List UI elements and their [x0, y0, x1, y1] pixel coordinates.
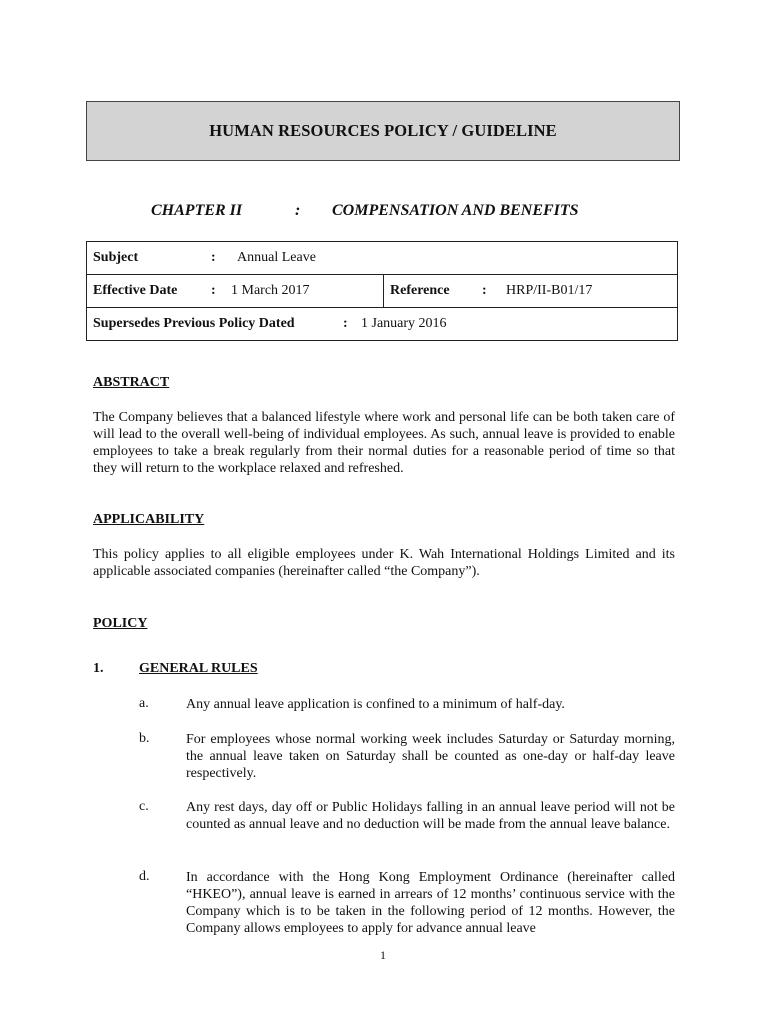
supersedes-cell: [87, 308, 678, 341]
subject-row: [87, 242, 678, 275]
effective-date-label: Effective Date: [93, 283, 178, 298]
chapter-name: COMPENSATION AND BENEFITS: [332, 202, 579, 219]
item-b-letter: b.: [139, 731, 150, 746]
policy-heading: POLICY: [93, 616, 148, 631]
item-c-letter: c.: [139, 799, 149, 814]
subject-label: Subject: [93, 250, 139, 265]
item-a-text: Any annual leave application is confined to a minimum of half-day.: [186, 697, 565, 712]
supersedes-value: 1 January 2016: [361, 316, 447, 331]
reference-label: Reference: [390, 283, 450, 298]
reference-colon: :: [482, 283, 487, 298]
effective-reference-row: [87, 275, 678, 308]
item-d-text: In accordance with the Hong Kong Employment Ordinance (hereinafter called “HKEO”), annual leave is earned in arrears of 12 months’ continuous service with the Company which is to be taken in the following period of 12 months. However, the Company allows employees to apply for advance annual leave: [186, 870, 675, 936]
subject-colon: :: [211, 250, 216, 265]
abstract-heading: ABSTRACT: [93, 375, 170, 390]
reference-value: HRP/II-B01/17: [506, 283, 593, 298]
abstract-text: The Company believes that a balanced lifestyle where work and personal life can be both taken care of will lead to the overall well-being of individual employees. As such, annual leave is provided to enable employees to take a break regularly from their normal duties for a reasonable period of time so that they will return to the workplace relaxed and refreshed.: [93, 410, 675, 476]
section-number: 1.: [93, 661, 104, 676]
item-a-letter: a.: [139, 696, 149, 711]
applicability-text: This policy applies to all eligible employees under K. Wah International Holdings Limited and its applicable associated companies (hereinafter called “the Company”).: [93, 547, 675, 579]
title-box: [86, 101, 680, 161]
supersedes-row: [87, 308, 678, 341]
supersedes-label: Supersedes Previous Policy Dated: [93, 316, 295, 331]
applicability-heading: APPLICABILITY: [93, 512, 205, 527]
chapter-separator: :: [295, 202, 301, 219]
subject-cell: [87, 242, 678, 275]
effective-date-colon: :: [211, 283, 216, 298]
item-b-text: For employees whose normal working week includes Saturday or Saturday morning, the annual leave taken on Saturday shall be counted as one-day or half-day leave respectively.: [186, 732, 675, 781]
document-title: HUMAN RESOURCES POLICY / GUIDELINE: [209, 121, 557, 140]
page-number: 1: [380, 948, 386, 962]
subject-value: Annual Leave: [237, 250, 316, 265]
item-c-text: Any rest days, day off or Public Holidays falling in an annual leave period will not be counted as annual leave and no deduction will be made from the annual leave balance.: [186, 800, 675, 832]
item-d-letter: d.: [139, 869, 150, 884]
section-title: GENERAL RULES: [139, 661, 258, 676]
policy-info-table: [86, 241, 678, 341]
effective-date-cell: [87, 275, 384, 308]
effective-date-value: 1 March 2017: [231, 283, 310, 298]
reference-cell: [384, 275, 678, 308]
supersedes-colon: :: [343, 316, 348, 331]
chapter-label: CHAPTER II: [151, 202, 243, 219]
